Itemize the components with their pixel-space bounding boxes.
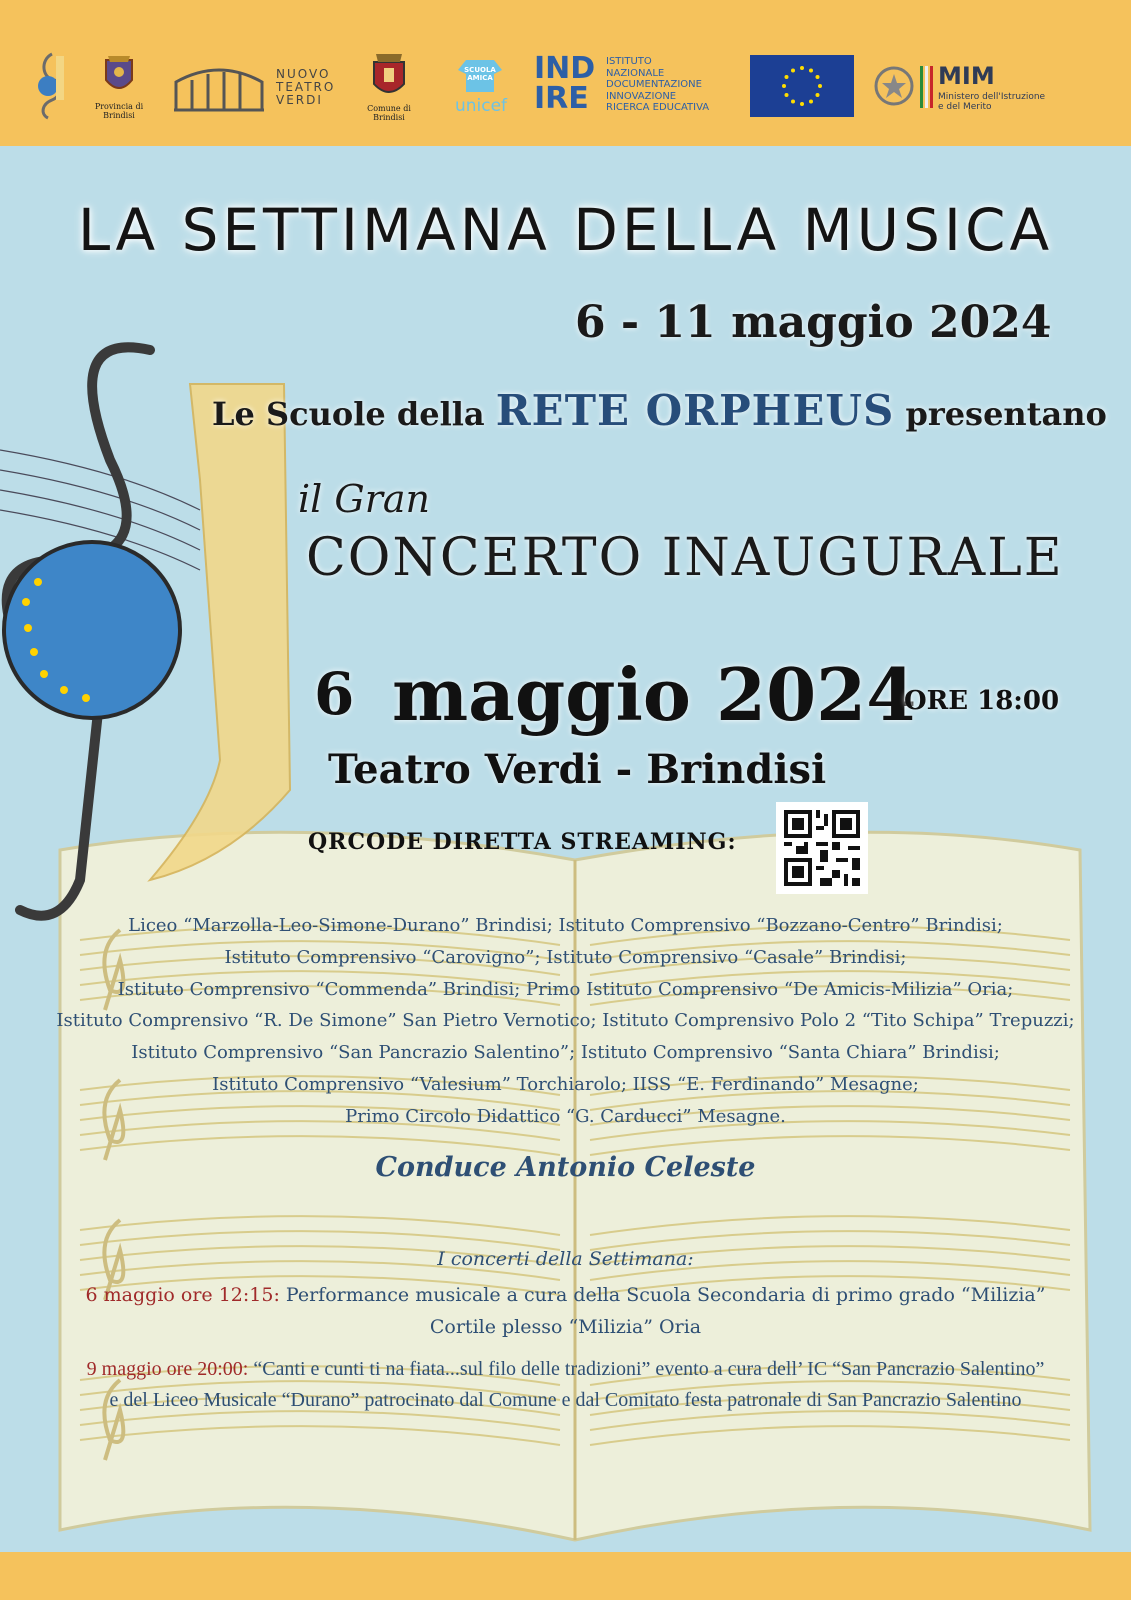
indire-line-4: INNOVAZIONE: [606, 90, 677, 102]
poster-title: LA SETTIMANA DELLA MUSICA: [77, 196, 1054, 264]
concert-item-2: [0, 1354, 1131, 1416]
schools-line: Primo Circolo Didattico “G. Carducci” Mesagne.: [345, 1105, 786, 1127]
provincia-brindisi-crest: [84, 52, 154, 118]
streaming-label: QRCODE DIRETTA STREAMING:: [308, 829, 737, 855]
eu-flag: [750, 55, 854, 117]
indire-line-3: DOCUMENTAZIONE: [606, 79, 702, 90]
host-line: Conduce Antonio Celeste: [375, 1152, 756, 1183]
concert-1-line2: Cortile plesso “Milizia” Oria: [429, 1316, 702, 1338]
unicef-text: unicef: [454, 96, 508, 116]
mim-mark: MIM: [938, 62, 995, 90]
teatro-line-2: TEATRO: [276, 80, 336, 94]
schools-line: Istituto Comprensivo “San Pancrazio Salentino”; Istituto Comprensivo “Santa Chiara” Brindisi;: [131, 1042, 1000, 1064]
event-day: 6: [314, 660, 355, 728]
concert-item-1: [0, 1279, 1131, 1343]
network-name: RETE ORPHEUS: [495, 386, 895, 435]
week-dates: 6 - 11 maggio 2024: [575, 297, 1052, 348]
event-venue: Teatro Verdi - Brindisi: [328, 746, 827, 793]
indire-line-2: NAZIONALE: [606, 67, 665, 79]
teatro-line-3: VERDI: [276, 93, 323, 107]
mim-line-2: e del Merito: [938, 102, 992, 112]
schools-line: Istituto Comprensivo “Commenda” Brindisi; Primo Istituto Comprensivo “De Amicis-Milizia” Oria;: [117, 978, 1014, 1000]
indire-line-1: ISTITUTO: [606, 56, 652, 67]
event-name: CONCERTO INAUGURALE: [306, 528, 1064, 588]
mim-line-1: Ministero dell'Istruzione: [938, 92, 1046, 102]
streaming-qr-code[interactable]: [776, 802, 868, 894]
schools-line: Istituto Comprensivo “R. De Simone” San Pietro Vernotico; Istituto Comprensivo Polo 2 “Tito Schipa” Trepuzzi;: [56, 1010, 1075, 1032]
footer-banner: [0, 1552, 1131, 1600]
comune-caption: Comune di Brindisi: [367, 104, 411, 122]
concert-1-when: 6 maggio ore 12:15:: [85, 1284, 280, 1306]
schools-line: Liceo “Marzolla-Leo-Simone-Durano” Brindisi; Istituto Comprensivo “Bozzano-Centro” Brindisi;: [128, 915, 1003, 936]
indire-mark-line-2: IRE: [534, 81, 589, 116]
presenter-suffix: presentano: [905, 395, 1107, 433]
participating-schools: [0, 910, 1131, 1133]
mim-logo: [874, 62, 1074, 118]
teatro-line-1: NUOVO: [276, 67, 331, 81]
concert-2-line1: “Canti e cunti ti na fiata...sul filo delle tradizioni” evento a cura dell’ IC “San Pancrazio Salentino”: [248, 1358, 1045, 1380]
rete-orpheus-logo: [30, 50, 74, 120]
schools-line: Istituto Comprensivo “Carovigno”; Istituto Comprensivo “Casale” Brindisi;: [224, 946, 907, 968]
provincia-caption: Provincia di Brindisi: [94, 102, 144, 120]
presenter-prefix: Le Scuole della: [212, 395, 485, 433]
concerts-heading: I concerti della Settimana:: [437, 1248, 694, 1270]
indire-line-5: RICERCA EDUCATIVA: [606, 102, 710, 113]
concert-2-when: 9 maggio ore 20:00:: [86, 1358, 249, 1380]
concert-1-line1: Performance musicale a cura della Scuola Secondaria di primo grado “Milizia”: [279, 1284, 1046, 1306]
event-time: ORE 18:00: [904, 686, 1060, 716]
indire-logo: [534, 51, 734, 118]
header-banner: [0, 0, 1131, 146]
event-month-year: maggio 2024: [392, 652, 917, 737]
unicef-logo: [436, 56, 526, 120]
scuola-amica-text: SCUOLA AMICA: [464, 66, 496, 82]
indire-mark-line-1: IND: [534, 51, 596, 86]
concert-2-line2: e del Liceo Musicale “Durano” patrocinato dal Comune e dal Comitato festa patronale di San Pancrazio Salentino: [109, 1389, 1022, 1411]
nuovo-teatro-verdi-logo: [172, 58, 342, 118]
event-subtitle: il Gran: [298, 477, 431, 521]
schools-line: Istituto Comprensivo “Valesium” Torchiarolo; IISS “E. Ferdinando” Mesagne;: [212, 1073, 919, 1095]
comune-brindisi-crest: [356, 52, 422, 122]
presenter-line: [212, 386, 1107, 435]
